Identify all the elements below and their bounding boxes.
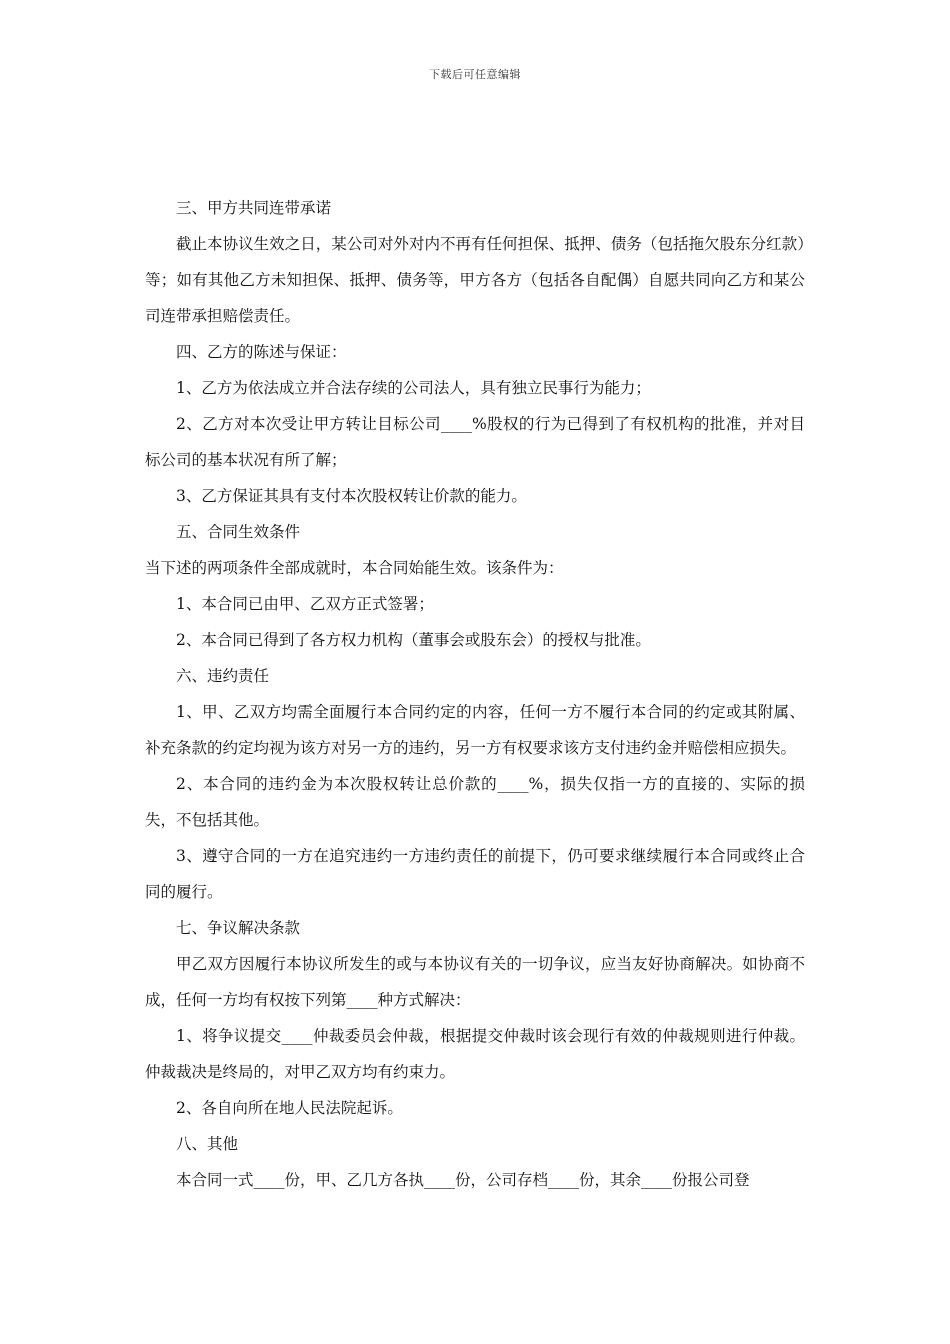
- paragraph-copies: 本合同一式____份，甲、乙几方各执____份，公司存档____份，其余____份报公司登: [176, 1171, 750, 1189]
- clause-breach-3: 3、遵守合同的一方在追究违约一方违约责任的前提下，仍可要求继续履行本合同或终止合同的履行。: [145, 847, 805, 901]
- section-heading-effective-conditions: 五、合同生效条件: [176, 523, 301, 541]
- section-heading-joint-commitment: 三、甲方共同连带承诺: [176, 199, 332, 217]
- paragraph-dispute-intro: 甲乙双方因履行本协议所发生的或与本协议有关的一切争议，应当友好协商解决。如协商不成，任何一方均有权按下列第____种方式解决：: [145, 955, 805, 1009]
- paragraph-joint-liability: 截止本协议生效之日，某公司对外对内不再有任何担保、抵押、债务（包括拖欠股东分红款）等；如有其他乙方未知担保、抵押、债务等，甲方各方（包括各自配偶）自愿共同向乙方和某公司连带承担赔偿责任。: [145, 235, 805, 325]
- clause-dispute-1: 1、将争议提交____仲裁委员会仲裁，根据提交仲裁时该会现行有效的仲裁规则进行仲裁。仲裁裁决是终局的，对甲乙双方均有约束力。: [145, 1027, 805, 1081]
- header-note: 下载后可任意编辑: [429, 68, 521, 81]
- clause-b-2: 2、乙方对本次受让甲方转让目标公司____%股权的行为已得到了有权机构的批准，并对目标公司的基本状况有所了解；: [145, 415, 805, 469]
- section-heading-party-b-representations: 四、乙方的陈述与保证：: [176, 343, 347, 361]
- document-body: [145, 190, 805, 1198]
- section-heading-breach: 六、违约责任: [176, 667, 270, 685]
- section-heading-other: 八、其他: [176, 1135, 239, 1153]
- section-heading-dispute: 七、争议解决条款: [176, 919, 301, 937]
- clause-b-3: 3、乙方保证其具有支付本次股权转让价款的能力。: [176, 487, 527, 505]
- paragraph-effective-intro: 当下述的两项条件全部成就时，本合同始能生效。该条件为：: [145, 559, 564, 577]
- clause-effective-2: 2、本合同已得到了各方权力机构（董事会或股东会）的授权与批准。: [176, 631, 651, 649]
- clause-b-1: 1、乙方为依法成立并合法存续的公司法人，具有独立民事行为能力；: [176, 379, 651, 397]
- clause-dispute-2: 2、各自向所在地人民法院起诉。: [176, 1099, 403, 1117]
- clause-breach-2: 2、本合同的违约金为本次股权转让总价款的____%，损失仅指一方的直接的、实际的损失，不包括其他。: [145, 775, 805, 829]
- clause-breach-1: 1、甲、乙双方均需全面履行本合同约定的内容，任何一方不履行本合同的约定或其附属、补充条款的约定均视为该方对另一方的违约，另一方有权要求该方支付违约金并赔偿相应损失。: [145, 703, 805, 757]
- clause-effective-1: 1、本合同已由甲、乙双方正式签署；: [176, 595, 434, 613]
